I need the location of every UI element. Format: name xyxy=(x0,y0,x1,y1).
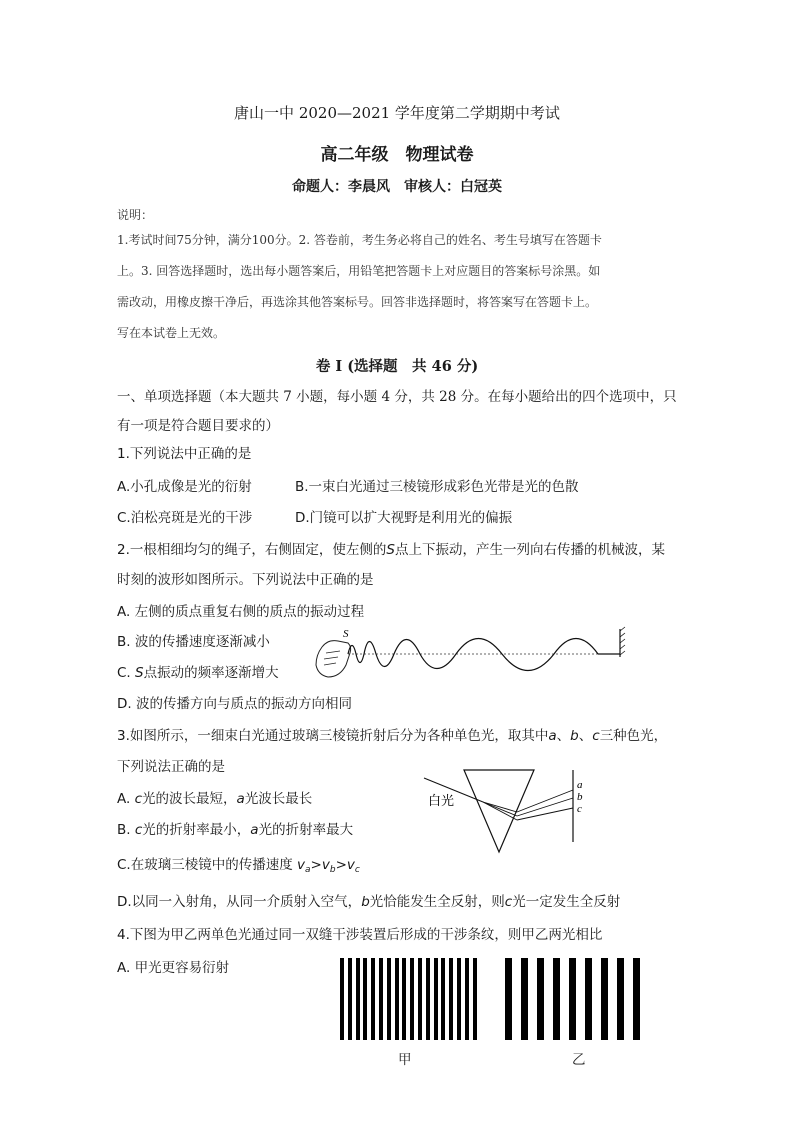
q2-option-b: B. 波的传播速度逐渐减小 xyxy=(117,634,270,650)
q3-option-b: B. c光的折射率最小，a光的折射率最大 xyxy=(117,822,354,838)
q1-option-b: B.一束白光通过三棱镜形成彩色光带是光的色散 xyxy=(295,479,579,495)
fringes-yi xyxy=(505,958,641,1040)
fringe-bar xyxy=(418,958,422,1040)
fringe-bar xyxy=(426,958,430,1040)
label-c: c xyxy=(577,803,582,815)
section-title: 卷 I (选择题 共 46 分) xyxy=(315,358,479,375)
fringe-bar xyxy=(434,958,438,1040)
fringe-bar xyxy=(473,958,477,1040)
exam-authors: 命题人：李晨风 审核人：白冠英 xyxy=(292,179,502,195)
q2-stem-line-2: 时刻的波形如图所示。下列说法中正确的是 xyxy=(117,572,374,588)
q3-option-a: A. c光的波长最短，a光波长最长 xyxy=(117,791,313,807)
fringe-bar xyxy=(356,958,360,1040)
q1-option-c: C.泊松亮斑是光的干涉 xyxy=(117,510,253,526)
fringe-bar xyxy=(569,958,576,1040)
fringe-bar xyxy=(585,958,592,1040)
notes-line-2: 上。3. 回答选择题时，选出每小题答案后，用铅笔把答题卡上对应题目的答案标号涂黑。如 xyxy=(117,264,601,278)
section-intro-line-2: 有一项是符合题目要求的） xyxy=(117,418,279,434)
fringe-bar xyxy=(363,958,367,1040)
fringe-bar xyxy=(340,958,344,1040)
wave-source-label: S xyxy=(343,628,349,640)
q1-stem: 1.下列说法中正确的是 xyxy=(117,446,252,462)
prism xyxy=(464,770,534,852)
q3-option-c: C.在玻璃三棱镜中的传播速度 $v_a>v_b>v_c$ xyxy=(117,857,360,875)
q4-stem: 4.下图为甲乙两单色光通过同一双缝干涉装置后形成的干涉条纹，则甲乙两光相比 xyxy=(117,927,603,943)
section-intro-line-1: 一、单项选择题（本大题共 7 小题，每小题 4 分，共 28 分。在每小题给出的四个选项中，只 xyxy=(117,389,677,405)
label-b: b xyxy=(577,791,583,803)
fringe-bar xyxy=(348,958,352,1040)
fringe-bar xyxy=(441,958,445,1040)
fringe-bar xyxy=(371,958,375,1040)
hand-outline xyxy=(316,641,351,677)
notes-line-4: 写在本试卷上无效。 xyxy=(117,326,226,340)
fringe-bar xyxy=(553,958,560,1040)
ray-c xyxy=(517,808,573,820)
notes-line-3: 需改动，用橡皮擦干净后，再选涂其他答案标号。回答非选择题时，将答案写在答题卡上。 xyxy=(117,295,598,309)
fringe-bar xyxy=(465,958,469,1040)
fringes-jia xyxy=(340,958,478,1040)
q3-stem-line-2: 下列说法正确的是 xyxy=(117,759,225,775)
q3-option-d: D.以同一入射角，从同一介质射入空气，b光恰能发生全反射，则c光一定发生全反射 xyxy=(117,894,621,910)
q3-stem-line-1: 3.如图所示，一细束白光通过玻璃三棱镜折射后分为各种单色光，取其中a、b、c三种色光， xyxy=(117,728,668,744)
fringe-bar xyxy=(633,958,640,1040)
q2-option-a: A. 左侧的质点重复右侧的质点的振动过程 xyxy=(117,604,365,620)
exam-title: 唐山一中 2020—2021 学年度第二学期期中考试 xyxy=(234,104,560,122)
q2-option-d: D. 波的传播方向与质点的振动方向相同 xyxy=(117,696,352,712)
fringe-bar xyxy=(402,958,406,1040)
label-jia: 甲 xyxy=(398,1052,412,1068)
prism-figure xyxy=(420,766,595,856)
fringe-bar xyxy=(457,958,461,1040)
exam-subtitle: 高二年级 物理试卷 xyxy=(320,145,474,165)
fringe-bar xyxy=(521,958,528,1040)
q2-stem-line-1: 2.一根相细均匀的绳子，右侧固定，使左侧的S点上下振动，产生一列向右传播的机械波，某 xyxy=(117,542,665,558)
label-a: a xyxy=(577,779,583,791)
fringe-bar xyxy=(410,958,414,1040)
wave-curve xyxy=(348,639,598,671)
white-light-label: 白光 xyxy=(428,794,455,809)
fringe-bar xyxy=(387,958,391,1040)
wave-figure xyxy=(310,617,630,692)
fringe-bar xyxy=(537,958,544,1040)
fringe-bar xyxy=(601,958,608,1040)
q4-option-a: A. 甲光更容易衍射 xyxy=(117,960,230,976)
q2-option-c: C. S点振动的频率逐渐增大 xyxy=(117,665,279,681)
fringe-bar xyxy=(617,958,624,1040)
notes-line-1: 1.考试时间75分钟，满分100分。2. 答卷前，考生务必将自己的姓名、考生号填写在答题卡 xyxy=(117,233,602,247)
fringe-bar xyxy=(395,958,399,1040)
fringe-bar xyxy=(505,958,512,1040)
fringe-bar xyxy=(379,958,383,1040)
notes-heading: 说明： xyxy=(117,208,154,222)
label-yi: 乙 xyxy=(572,1052,586,1068)
q1-option-a: A.小孔成像是光的衍射 xyxy=(117,479,252,495)
fringe-bar xyxy=(449,958,453,1040)
q1-option-d: D.门镜可以扩大视野是利用光的偏振 xyxy=(295,510,513,526)
